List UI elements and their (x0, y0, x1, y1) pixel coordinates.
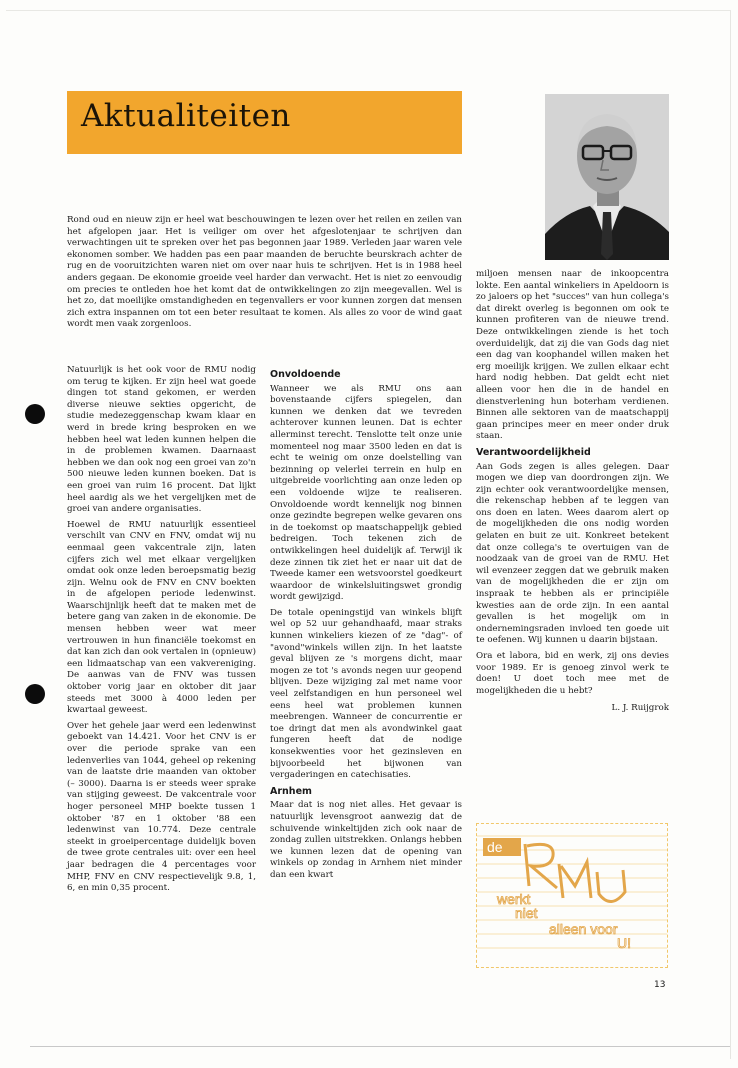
intro-paragraph (67, 215, 462, 335)
rmu-logo-icon (477, 824, 667, 967)
col1-paragraph-2: Hoewel de RMU natuurlijk essentieel verschilt van CNV en FNV, omdat wij nu eenmaal geen vakcentrale zijn, laten cijfers zich wel met elkaar vergelijken omdat ook onze leden beroepsmatig bezig zijn. Welnu ook de FNV en CNV boekten in de afgelopen periode ledenwinst. Waarschijnlijk heeft dat te maken met de betere gang van zaken in de ekonomie. De mensen hebben weer wat meer vertrouwen in hun financiële toekomst en dat kan zich dan ook vertalen in (opnieuw) een lidmaatschap van een vakvereniging. De aanwas van de FNV was tussen oktober vorig jaar en oktober dit jaar steeds met 3000 à 4000 leden per kwartaal geweest. (67, 519, 256, 716)
col2-paragraph-1: Wanneer we als RMU ons aan bovenstaande cijfers spiegelen, dan kunnen we denken dat we tevreden achterover kunnen leunen. Dat is echter allerminst terecht. Tenslotte telt onze unie momenteel nog maar 3500 leden en dat is echt te weinig om onze doelstelling van bezinning op velerlei terrein en hulp en uitgebreide voorlichting aan onze leden op een voldoende wijze te realiseren. Onvoldoende wordt kennelijk nog binnen onze gezindte begrepen welke gevaren ons in de toekomst op maatschappelijk gebied bedreigen. Toch tekenen zich de ontwikkelingen heel duidelijk af. Terwijl ik deze zinnen tik ziet het er naar uit dat de Tweede kamer een wetsvoorstel goedkeurt waardoor de winkelsluitingswet grondig wordt gewijzigd. (270, 383, 462, 603)
subhead-arnhem: Arnhem (270, 785, 312, 797)
column-1 (67, 365, 256, 899)
column-2 (270, 365, 462, 886)
portrait-photo-icon (545, 94, 669, 260)
logo-line-1: werkt (497, 891, 531, 907)
col3-paragraph-1: miljoen mensen naar de inkoopcentra lokte. Een aantal winkeliers in Apeldoorn is zo jaloers op het "succes" van hun collega's dat direkt overleg is begonnen om ook te kunnen profiteren van de nieuwe trend. Deze ontwikkelingen ziende is het toch overduidelijk, dat zij die van Gods dag niet een dag van koophandel willen maken het erg moeilijk krijgen. We zullen elkaar echt hard nodig hebben. Dat geldt echt niet alleen voor hen die in de handel en dienstverlening hun boterham verdienen. Binnen alle sektoren van de maatschappij gaan principes meer en meer onder druk staan. (476, 269, 669, 442)
page-number: 13 (654, 980, 666, 990)
logo-de: de (487, 839, 503, 855)
binder-hole-top (25, 404, 45, 424)
col2-paragraph-3: Maar dat is nog niet alles. Het gevaar is natuurlijk levensgroot aanwezig dat de schuivende winkeltijden zich ook naar de zondag zullen uitstrekken. Onlangs hebben we kunnen lezen dat de opening van winkels op zondag in Arnhem niet minder dan een kwart (270, 800, 462, 880)
col1-paragraph-3: Over het gehele jaar werd een ledenwinst geboekt van 14.421. Voor het CNV is er over die periode sprake van een ledenverlies van 1044, geheel op rekening van de laatste drie maanden van oktober (– 3000). Daarna is er steeds weer sprake van stijging geweest. De vakcentrale voor hoger personeel MHP boekte tussen 1 oktober '87 en 1 oktober '88 een ledenwinst van 10.774. Deze centrale steekt in groeipercentage duidelijk boven de twee grote centrales uit: over een heel jaar bedragen die 4 percentages voor MHP, FNV en CNV respectievelijk 9.8, 1, 6, en min 0,35 procent. (67, 720, 256, 894)
bottom-rule (30, 1046, 730, 1047)
logo-line-2: niet (515, 905, 538, 921)
col3-paragraph-2: Aan Gods zegen is alles gelegen. Daar mogen we diep van doordrongen zijn. We zijn echter ook verantwoordelijke mensen, die rekenschap hebben af te leggen van ons doen en laten. Wees daarom alert op de mogelijkheden die ons nodig worden gelaten en buit ze uit. Konkreet betekent dat onze collega's te overtuigen van de noodzaak van de groei van de RMU. Het wil evenzeer zeggen dat we gebruik maken van de mogelijkheden die er zijn om inspraak te hebben als er principiële kwesties aan de orde zijn. In een aantal gevallen is het mogelijk om in ondernemingsraden invloed ten goede uit te oefenen. Wij kunnen u daarin bijstaan. (476, 461, 669, 646)
page-title: Aktualiteiten (81, 98, 291, 134)
intro-text: Rond oud en nieuw zijn er heel wat beschouwingen te lezen over het reilen en zeilen van het afgelopen jaar. Het is veiliger om over het afgeslotenjaar te schrijven dan verwachtingen uit te spreken over het pas begonnen jaar 1989. Verleden jaar waren vele ekonomen somber. We hadden pas een paar maanden de beruchte beurskrach achter de rug en de vooruitzichten waren niet om over naar huis te schrijven. Het is in 1988 heel anders gegaan. De ekonomie groeide veel harder dan verwacht. Het is niet zo eenvoudig om precies te ontleden hoe het komt dat de ontwikkelingen zo zijn meegevallen. Wel is het zo, dat moeilijke omstandigheden en tegenvallers er voor kunnen zorgen dat mensen zich extra inspannen om tot een beter resultaat te komen. Als alles zo voor de wind gaat wordt men vaak zorgenloos. (67, 215, 462, 330)
subhead-verantwoordelijkheid: Verantwoordelijkheid (476, 446, 591, 458)
rmu-logo (476, 823, 668, 968)
header-band (67, 91, 462, 154)
logo-line-4: U! (617, 935, 631, 951)
logo-line-3: alleen voor (549, 921, 618, 937)
subhead-onvoldoende: Onvoldoende (270, 369, 341, 380)
author-signature: L. J. Ruijgrok (611, 703, 669, 714)
column-3 (476, 269, 669, 715)
col2-paragraph-2: De totale openingstijd van winkels blijft wel op 52 uur gehandhaafd, maar straks kunnen winkeliers kiezen of ze "dag"- of "avond"winkels willen zijn. In het laatste geval blijven ze 's morgens dicht, maar mogen ze tot 's avonds negen uur geopend blijven. Deze wijziging zal met name voor veel zelfstandigen en hun personeel wel eens heel wat problemen kunnen meebrengen. Wanneer de concurrentie er toe dringt dat men als avondwinkel gaat fungeren heeft dat de nodige konsekwenties voor het gezinsleven en bijvoorbeeld het bijwonen van vergaderingen en catechisaties. (270, 607, 462, 781)
col1-paragraph-1: Natuurlijk is het ook voor de RMU nodig om terug te kijken. Er zijn heel wat goede dingen tot stand gekomen, er werden diverse nieuwe sekties opgericht, de studie medezeggenschap kwam klaar en werd in brede kring besproken en we hebben heel wat leden kunnen helpen die in de problemen kwamen. Daarnaast hebben we dan ook nog een groei van zo'n 500 nieuwe leden kunnen boeken. Dat is een groei van ruim 16 procent. Dat lijkt heel aardig als we het vergelijken met de groei van andere organisaties. (67, 365, 256, 515)
author-portrait (545, 94, 669, 260)
binder-hole-bottom (25, 684, 45, 704)
col3-paragraph-3: Ora et labora, bid en werk, zij ons devies voor 1989. Er is genoeg zinvol werk te doen! U doet toch mee met de mogelijkheden die u hebt? (476, 651, 669, 696)
